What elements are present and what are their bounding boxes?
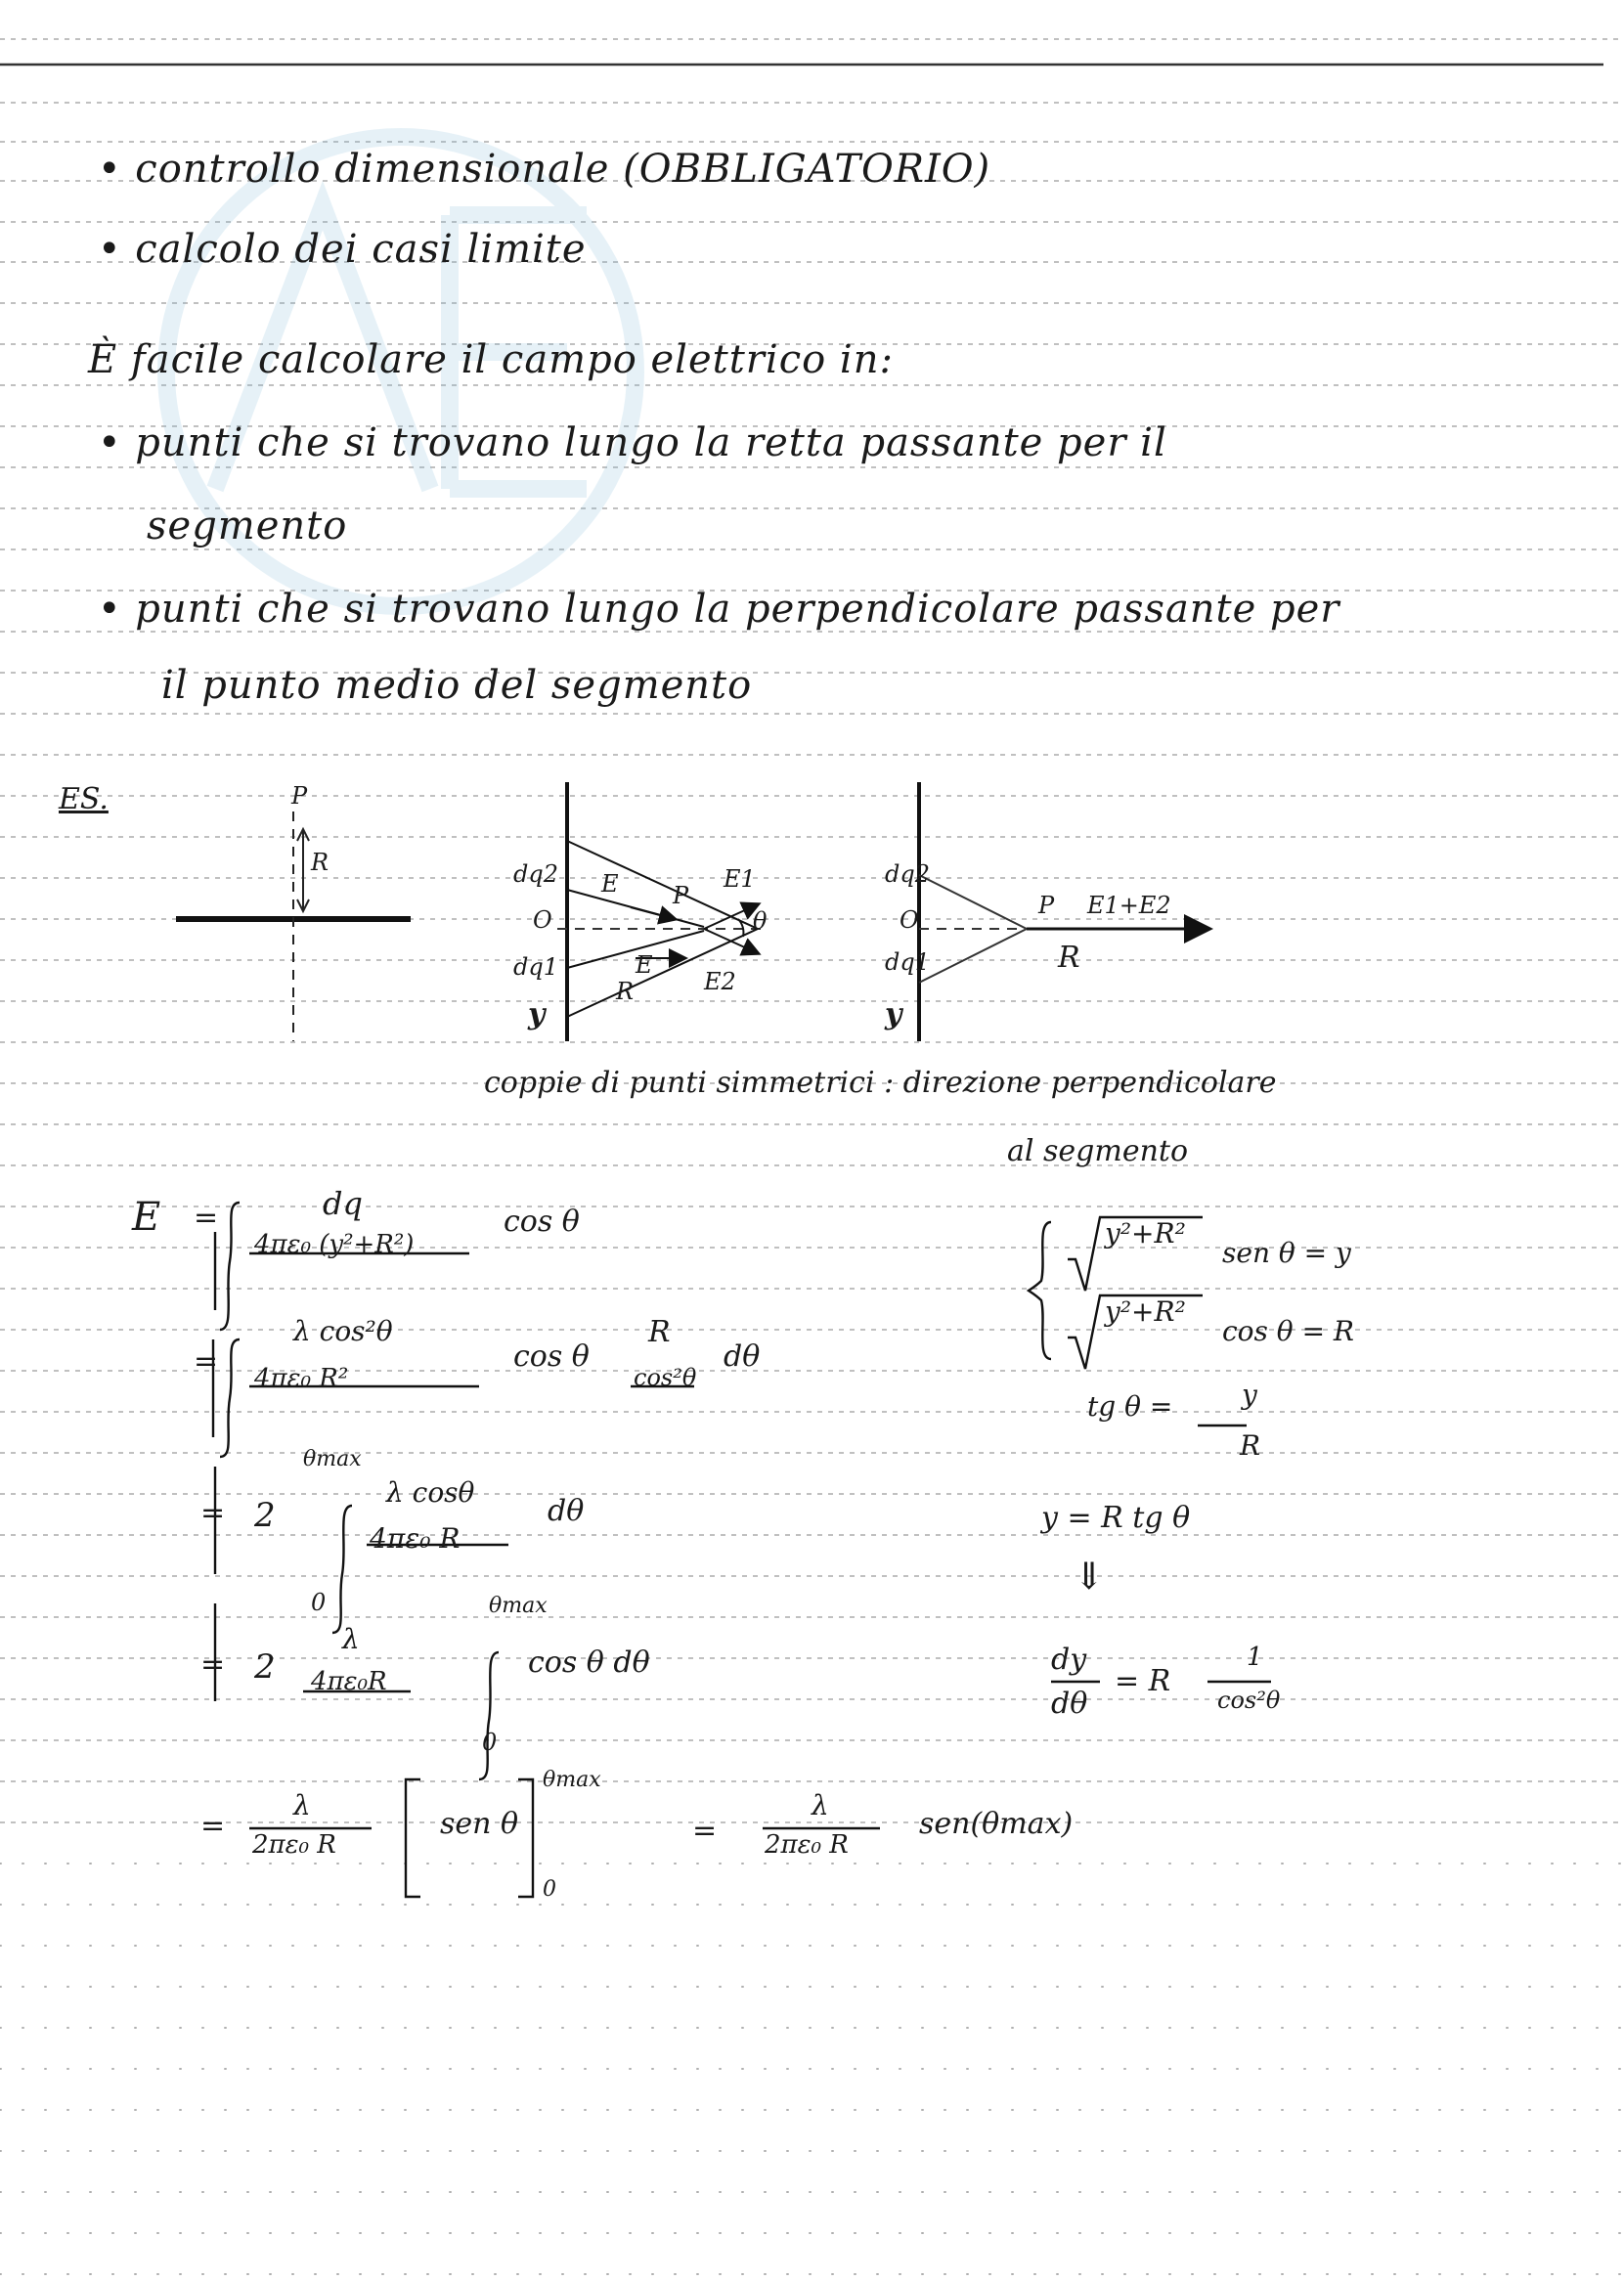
side3-denominator: R xyxy=(1240,1429,1261,1462)
eq5-numerator: λ xyxy=(293,1789,311,1821)
eq4-denominator: 4πε₀R xyxy=(311,1667,387,1696)
side6-numerator: dy xyxy=(1051,1643,1087,1677)
eq5-upper-limit: θmax xyxy=(543,1768,601,1792)
eq2-numerator: λ cos²θ xyxy=(293,1315,393,1347)
eq4-lower-limit: 0 xyxy=(482,1729,498,1756)
caption-line-1: coppie di punti simmetrici : direzione perpendicolare xyxy=(484,1066,1277,1100)
side1-root-content: y²+R² xyxy=(1105,1217,1186,1250)
side4-relation: y = R tg θ xyxy=(1041,1501,1191,1535)
eq3-tail: dθ xyxy=(548,1494,585,1528)
figure1-point-p: P xyxy=(291,782,308,810)
side6-denominator: dθ xyxy=(1051,1687,1088,1721)
figure-symmetric-elements xyxy=(557,782,782,1046)
eq-equals-1: = xyxy=(194,1201,219,1235)
bullet-line-points-2: segmento xyxy=(147,504,348,548)
side3-lhs: tg θ = xyxy=(1087,1390,1173,1423)
eq-equals-4: = xyxy=(200,1647,226,1682)
eq5-result-numerator: λ xyxy=(812,1789,829,1821)
side6-fraction-num: 1 xyxy=(1247,1643,1263,1672)
figure1-distance-r: R xyxy=(311,849,329,876)
eq2-fraction-den: cos²θ xyxy=(634,1364,697,1391)
figure3-dq1: dq1 xyxy=(885,948,930,976)
figure-resultant-field xyxy=(900,782,1222,1046)
figure2-field-e-low: E xyxy=(636,951,653,979)
eq1-numerator: dq xyxy=(323,1185,363,1222)
figure2-angle-theta: θ xyxy=(753,907,768,935)
side6-middle: = R xyxy=(1115,1664,1171,1698)
eq4-tail: cos θ dθ xyxy=(528,1645,650,1680)
eq3-lower-limit: 0 xyxy=(311,1589,327,1616)
figure3-axis-y: y xyxy=(885,997,902,1031)
eq3-denominator: 4πε₀ R xyxy=(370,1522,461,1555)
figure3-sum-label: E1+E2 xyxy=(1087,892,1171,919)
figure2-origin: O xyxy=(533,906,552,934)
eq4-upper-limit: θmax xyxy=(489,1594,548,1618)
figure2-point-p: P xyxy=(673,882,689,909)
eq5-lower-limit: 0 xyxy=(543,1877,556,1902)
eq-e-label: E xyxy=(132,1195,161,1240)
eq-equals-3: = xyxy=(200,1496,226,1530)
eq2-tail: dθ xyxy=(724,1339,761,1374)
intro-sentence: È facile calcolare il campo elettrico in: xyxy=(88,337,894,382)
bullet-line-points-1: • punti che si trovano lungo la retta passante per il xyxy=(98,420,1167,465)
eq2-middle: cos θ xyxy=(513,1339,590,1374)
side3-numerator: y xyxy=(1242,1379,1257,1411)
eq-equals-5: = xyxy=(200,1809,226,1843)
side6-fraction-den: cos²θ xyxy=(1217,1687,1281,1714)
eq2-fraction-num: R xyxy=(648,1315,671,1349)
figure2-field-e2: E2 xyxy=(704,968,736,995)
eq3-coefficient: 2 xyxy=(254,1496,276,1535)
side5-implies: ⇓ xyxy=(1074,1555,1105,1598)
figure2-dq2: dq2 xyxy=(513,860,558,888)
side1-tail: sen θ = y xyxy=(1222,1237,1351,1269)
figure3-distance-r: R xyxy=(1058,941,1080,975)
eq4-coefficient: 2 xyxy=(254,1647,276,1687)
figure3-origin: O xyxy=(900,906,919,934)
figure3-point-p: P xyxy=(1038,892,1055,919)
bullet-dimensional-check: • controllo dimensionale (OBBLIGATORIO) xyxy=(98,147,991,192)
figure2-field-e: E xyxy=(601,870,619,898)
bullet-limit-cases: • calcolo dei casi limite xyxy=(98,227,587,272)
side2-root-content: y²+R² xyxy=(1105,1295,1186,1328)
figure2-axis-y: y xyxy=(528,997,546,1031)
figure2-distance-r: R xyxy=(616,978,635,1005)
eq3-upper-limit: θmax xyxy=(303,1447,362,1471)
eq2-denominator: 4πε₀ R² xyxy=(254,1364,349,1393)
bullet-perpendicular-points-1: • punti che si trovano lungo la perpendicolare passante per xyxy=(98,587,1340,632)
eq5-bracket-content: sen θ xyxy=(440,1807,519,1841)
eq1-tail: cos θ xyxy=(504,1205,580,1239)
caption-line-2: al segmento xyxy=(1007,1134,1189,1168)
figure2-dq1: dq1 xyxy=(513,953,558,981)
eq5-result-denominator: 2πε₀ R xyxy=(765,1830,849,1860)
derivation-strokes xyxy=(127,1193,929,1916)
eq4-numerator: λ xyxy=(342,1623,360,1655)
figure2-field-e1: E1 xyxy=(724,865,756,893)
figure3-dq2: dq2 xyxy=(885,860,930,888)
side2-tail: cos θ = R xyxy=(1222,1315,1355,1347)
eq3-numerator: λ cosθ xyxy=(386,1476,475,1509)
eq1-denominator: 4πε₀ (y²+R²) xyxy=(254,1230,415,1259)
eq5-denominator: 2πε₀ R xyxy=(252,1830,336,1860)
eq5-tail: sen(θmax) xyxy=(919,1807,1074,1841)
example-label: ES. xyxy=(59,782,109,816)
eq-equals-2: = xyxy=(194,1344,219,1379)
figure-segment-perpendicular xyxy=(156,782,450,1046)
eq5-equals: = xyxy=(692,1814,718,1848)
bullet-perpendicular-points-2: il punto medio del segmento xyxy=(161,663,753,708)
